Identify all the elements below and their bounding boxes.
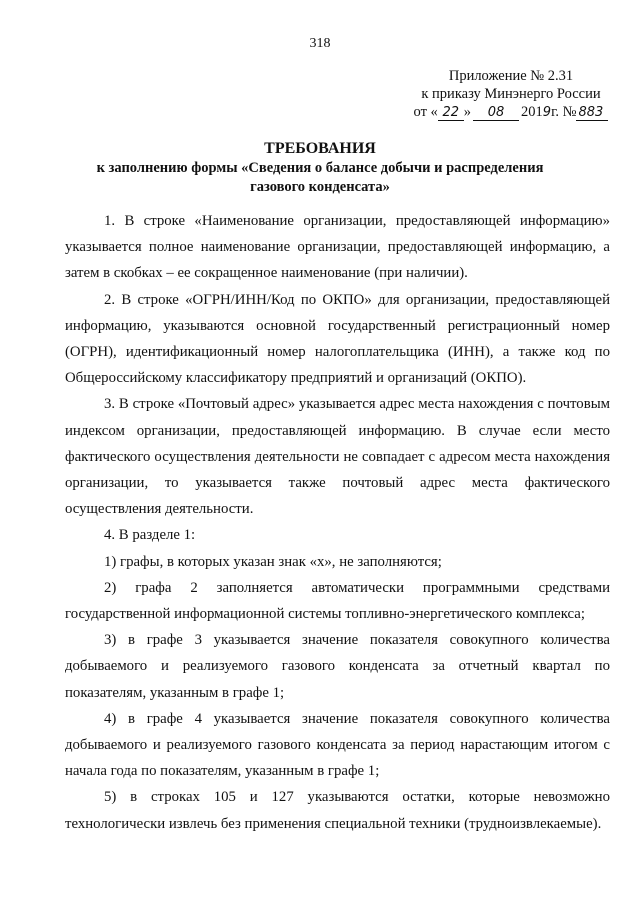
appendix-date-line xyxy=(396,103,626,121)
date-mid: » xyxy=(463,104,472,120)
document-body xyxy=(65,208,610,837)
document-subtitle-line-1: к заполнению формы «Сведения о балансе добычи и распределения xyxy=(96,160,544,176)
list-item-4-4: 4) в графе 4 указывается значение показателя совокупного количества добываемого и реализуемого газового конденсата за период нарастающим итогом с начала года по показателям, указанным в графе 1; xyxy=(65,710,610,780)
page-number: 318 xyxy=(309,36,331,51)
appendix-order-reference: к приказу Минэнерго России xyxy=(421,86,601,102)
handwritten-year-digit: 9 xyxy=(542,105,552,120)
date-prefix: от « xyxy=(413,104,438,120)
paragraph-1: 1. В строке «Наименование организации, предоставляющей информацию» указывается полное наименование организации, предоставляющей информацию, а затем в скобках – ее сокращенное наименование (при наличии). xyxy=(65,213,610,282)
paragraph-4: 4. В разделе 1: xyxy=(104,527,196,544)
handwritten-day: 22 xyxy=(438,106,464,121)
handwritten-order-number: 883 xyxy=(576,106,608,121)
list-item-4-3: 3) в графе 3 указывается значение показателя совокупного количества добываемого и реализуемого газового конденсата за отчетный квартал по показателям, указанным в графе 1; xyxy=(65,632,610,701)
document-subtitle-line-2: газового конденсата» xyxy=(250,179,390,195)
paragraph-3: 3. В строке «Почтовый адрес» указывается адрес места нахождения с почтовым индексом организации, предоставляющей информацию. В случае если место фактического осуществления деятельности не совпадает с адресом места нахождения организации, то указывается также почтовый адрес места фактического осуществления деятельности. xyxy=(65,396,610,518)
document-title: ТРЕБОВАНИЯ xyxy=(264,140,376,157)
paragraph-2: 2. В строке «ОГРН/ИНН/Код по ОКПО» для организации, предоставляющей информацию, указываются основной государственный регистрационный номер (ОГРН), идентификационный номер налогоплательщика (ИНН), а также код по Общероссийскому классификатору предприятий и организаций (ОКПО). xyxy=(65,291,610,387)
year-prefix: 201 xyxy=(521,104,543,120)
title-block xyxy=(40,139,600,197)
list-item-4-5: 5) в строках 105 и 127 указываются остатки, которые невозможно технологически извлечь без применения специальной техники (трудноизвлекаемые). xyxy=(65,789,610,832)
list-item-4-1: 1) графы, в которых указан знак «х», не заполняются; xyxy=(104,553,442,570)
list-item-4-2: 2) графа 2 заполняется автоматически программными средствами государственной информационной системы топливно-энергетического комплекса; xyxy=(65,579,610,623)
appendix-title: Приложение № 2.31 xyxy=(448,68,574,84)
appendix-block xyxy=(396,67,626,121)
handwritten-month: 08 xyxy=(473,106,519,121)
order-number-label: г. № xyxy=(551,104,577,120)
